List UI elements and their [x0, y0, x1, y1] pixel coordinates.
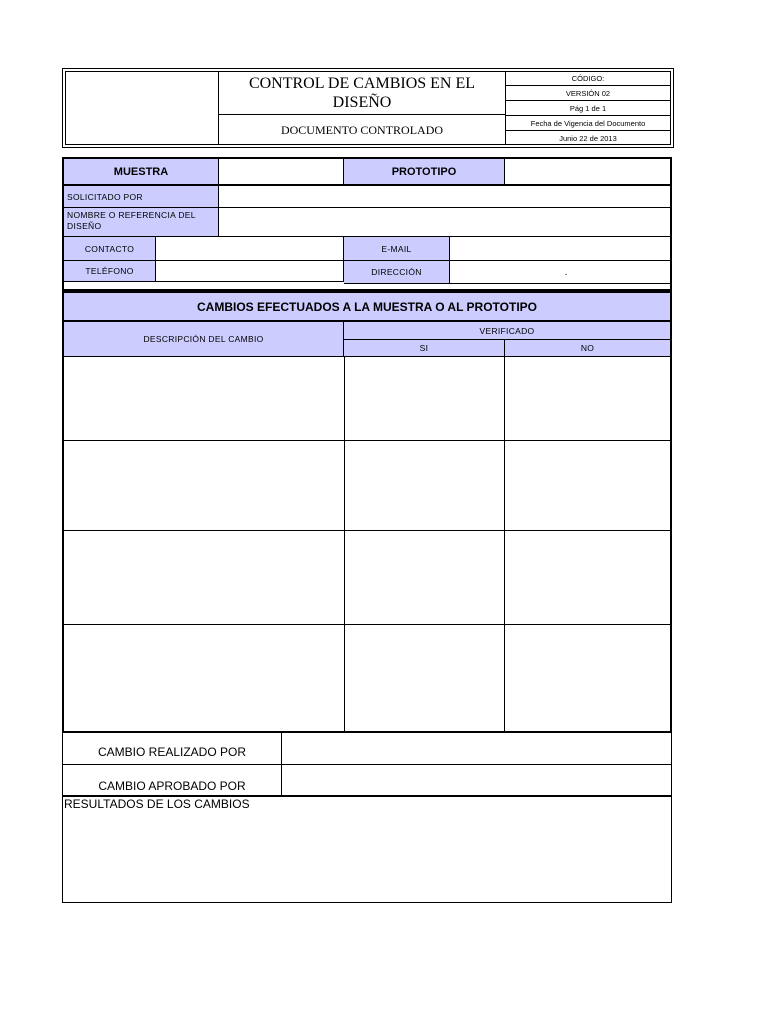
realizado-field[interactable] — [282, 733, 671, 764]
prototipo-label: PROTOTIPO — [344, 159, 505, 184]
no-header: NO — [505, 340, 670, 356]
muestra-label: MUESTRA — [64, 159, 219, 184]
table-row[interactable] — [64, 441, 670, 531]
resultados-box[interactable] — [62, 795, 672, 903]
page-label: Pág 1 de 1 — [505, 101, 671, 116]
descripcion-header: DESCRIPCIÓN DEL CAMBIO — [64, 322, 344, 356]
nombre-ref-field[interactable] — [219, 208, 670, 236]
prototipo-field[interactable] — [505, 159, 670, 184]
document-title: CONTROL DE CAMBIOS EN EL DISEÑO — [248, 74, 476, 111]
changes-title: CAMBIOS EFECTUADOS A LA MUESTRA O AL PROTOTIPO — [64, 293, 670, 320]
row-divider — [344, 283, 670, 284]
row-divider — [64, 281, 344, 282]
direccion-label: DIRECCIÓN — [344, 261, 450, 283]
document-subtitle: DOCUMENTO CONTROLADO — [280, 122, 444, 137]
si-header: SI — [344, 340, 505, 356]
resultados-label: RESULTADOS DE LOS CAMBIOS — [64, 797, 250, 811]
muestra-field[interactable] — [219, 159, 344, 184]
verificado-header: VERIFICADO — [344, 322, 670, 340]
version-label: VERSIÓN 02 — [505, 86, 671, 101]
aprobado-field[interactable] — [282, 765, 671, 796]
contacto-field[interactable] — [156, 237, 344, 260]
email-label: E-MAIL — [344, 237, 450, 260]
solicitado-label: SOLICITADO POR — [64, 186, 219, 207]
telefono-label: TELÉFONO — [64, 261, 156, 281]
logo-cell — [65, 71, 219, 145]
direccion-field[interactable]: . — [564, 266, 568, 278]
vigencia-label: Fecha de Vigencia del Documento — [505, 116, 671, 131]
table-row[interactable] — [64, 625, 670, 731]
realizado-label: CAMBIO REALIZADO POR — [63, 733, 282, 764]
table-row[interactable] — [64, 531, 670, 625]
nombre-ref-label: NOMBRE O REFERENCIA DEL DISEÑO — [64, 208, 219, 236]
telefono-field[interactable] — [156, 261, 344, 281]
codigo-label: CÓDIGO: — [505, 71, 671, 86]
vigencia-date: Junio 22 de 2013 — [559, 133, 617, 143]
solicitado-field[interactable] — [219, 186, 670, 207]
table-row[interactable] — [64, 357, 670, 441]
aprobado-label: CAMBIO APROBADO POR — [63, 765, 282, 796]
email-field[interactable] — [450, 237, 670, 260]
contacto-label: CONTACTO — [64, 237, 156, 260]
